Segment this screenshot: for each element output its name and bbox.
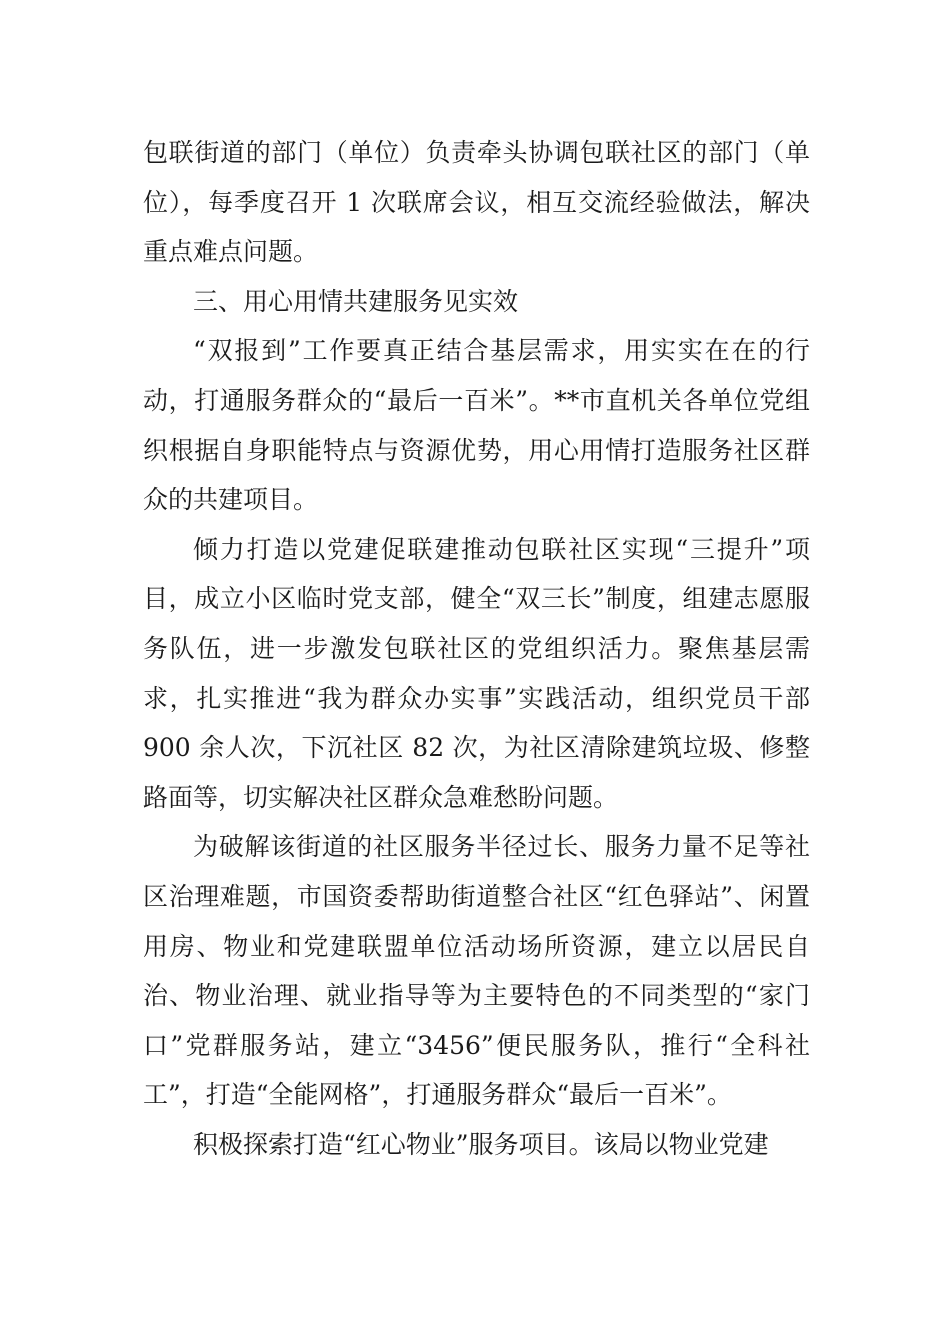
paragraph: 积极探索打造“红心物业”服务项目。该局以物业党建 [193,1129,769,1159]
section-heading: 三、用心用情共建服务见实效 [193,286,519,316]
paragraph-continuation: 包联街道的部门（单位）负责牵头协调包联社区的部门（单位），每季度召开 1 次联席会议，相互交流经验做法，解决重点难点问题。 [143,138,810,267]
document-body [143,128,810,1169]
paragraph: “双报到”工作要真正结合基层需求，用实实在在的行动，打通服务群众的“最后一百米”。**市直机关各单位党组织根据自身职能特点与资源优势，用心用情打造服务社区群众的共建项目。 [143,336,810,515]
paragraph: 倾力打造以党建促联建推动包联社区实现“三提升”项目，成立小区临时党支部，健全“双三长”制度，组建志愿服务队伍，进一步激发包联社区的党组织活力。聚焦基层需求，扎实推进“我为群众办实事”实践活动，组织党员干部 900 余人次，下沉社区 82 次，为社区清除建筑垃圾、修整路面等，切实解决社区群众急难愁盼问题。 [143,534,810,812]
paragraph: 为破解该街道的社区服务半径过长、服务力量不足等社区治理难题，市国资委帮助街道整合社区“红色驿站”、闲置用房、物业和党建联盟单位活动场所资源，建立以居民自治、物业治理、就业指导等为主要特色的不同类型的“家门口”党群服务站，建立“3456”便民服务队，推行“全科社工”，打造“全能网格”，打通服务群众“最后一百米”。 [143,832,810,1110]
